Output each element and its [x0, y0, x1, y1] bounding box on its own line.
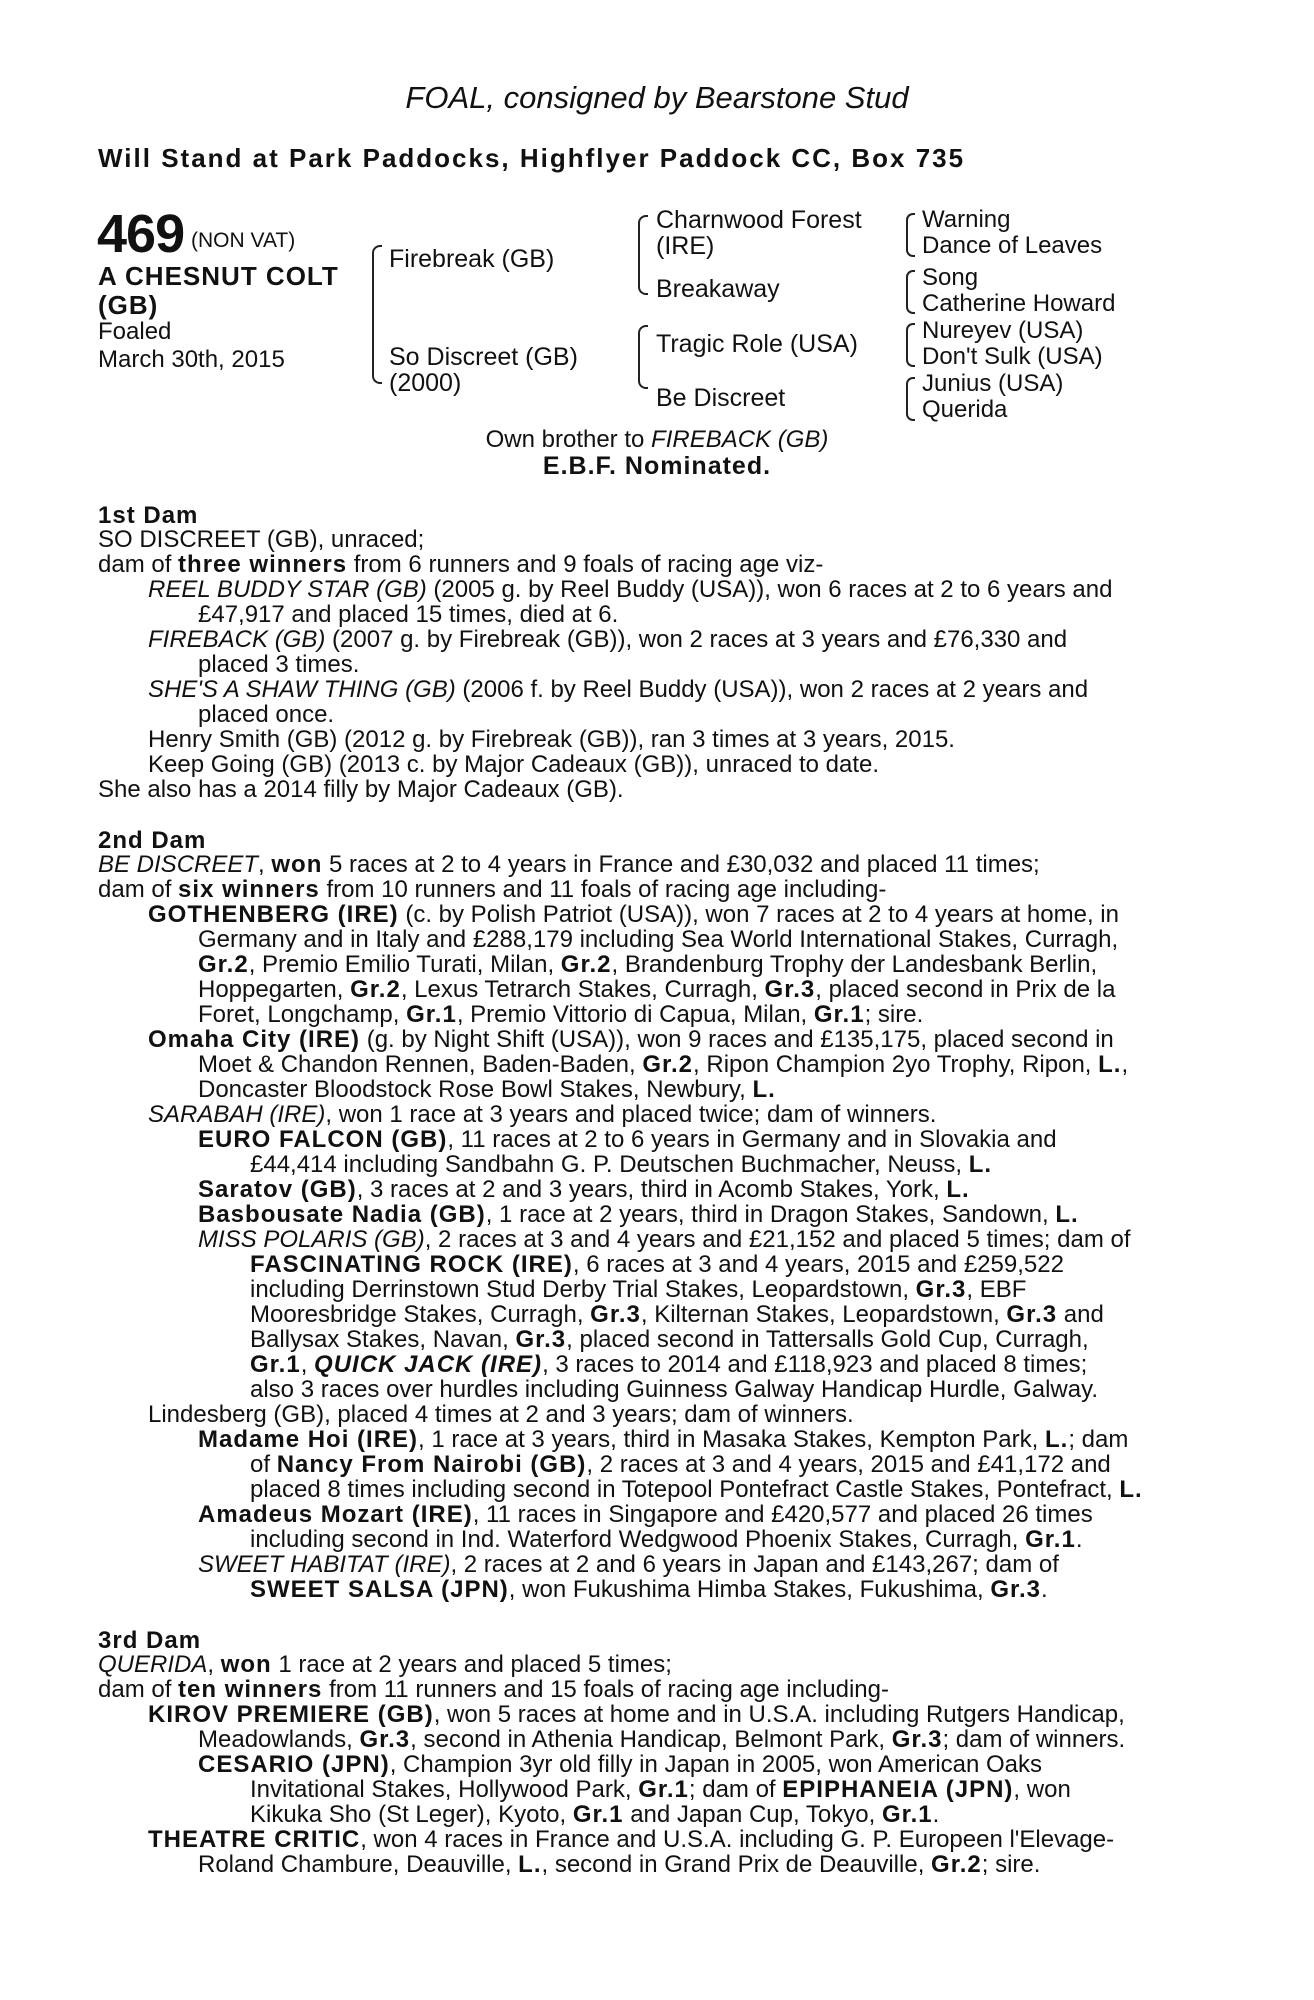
second-dam-entry: SARABAH (IRE), won 1 race at 3 years and placed twice; dam of winners.	[148, 1101, 937, 1128]
second-dam-entry: Saratov (GB), 3 races at 2 and 3 years, third in Acomb Stakes, York, L.	[198, 1176, 970, 1203]
second-dam-entry: EURO FALCON (GB), 11 races at 2 to 6 years in Germany and in Slovakia and	[198, 1126, 1057, 1153]
ebf-nominated: E.B.F. Nominated.	[542, 452, 772, 480]
pedigree-brace-sire-line	[638, 215, 648, 295]
own-brother-name: FIREBACK (GB)	[651, 426, 829, 453]
third-dam-entry: Meadowlands, Gr.3, second in Athenia Handicap, Belmont Park, Gr.3; dam of winners.	[198, 1726, 1126, 1753]
third-dam-entry: Invitational Stakes, Hollywood Park, Gr.1; dam of EPIPHANEIA (JPN), won	[250, 1776, 1071, 1803]
pedigree-brace-g2	[906, 270, 915, 314]
first-dam-heading: 1st Dam	[98, 502, 199, 529]
second-dam-entry: Doncaster Bloodstock Rose Bowl Stakes, Newbury, L.	[198, 1076, 776, 1103]
pedigree-g6: Don't Sulk (USA)	[922, 343, 1103, 370]
pedigree-sire-sire-country: (IRE)	[656, 232, 715, 260]
pedigree-g1: Warning	[922, 206, 1011, 233]
lot-description: A CHESNUT COLT (GB)	[98, 261, 339, 320]
own-brother-prefix: Own brother to	[485, 426, 652, 453]
foaled-label: Foaled	[98, 318, 172, 345]
second-dam-entry: also 3 races over hurdles including Guinness Galway Handicap Hurdle, Galway.	[250, 1376, 1098, 1403]
foaled-info	[98, 318, 378, 374]
pedigree-brace-dam-line	[638, 325, 648, 389]
third-dam-heading: 3rd Dam	[98, 1627, 202, 1654]
pedigree-brace-sire	[372, 245, 382, 384]
stand-location: Will Stand at Park Paddocks, Highflyer Paddock CC, Box 735	[98, 143, 966, 173]
pedigree-dam-sire: Tragic Role (USA)	[656, 330, 858, 358]
second-dam-line: dam of six winners from 10 runners and 11 foals of racing age including-	[98, 876, 887, 903]
first-dam-runner: Keep Going (GB) (2013 c. by Major Cadeaux (GB)), unraced to date.	[148, 751, 880, 778]
third-dam-line: dam of ten winners from 11 runners and 15 foals of racing age including-	[98, 1676, 889, 1703]
pedigree-g2: Dance of Leaves	[922, 232, 1103, 259]
second-dam-entry: Ballysax Stakes, Navan, Gr.3, placed second in Tattersalls Gold Cup, Curragh,	[250, 1326, 1089, 1353]
vat-status: (NON VAT)	[191, 229, 296, 252]
second-dam-entry: £44,414 including Sandbahn G. P. Deutschen Buchmacher, Neuss, L.	[250, 1151, 993, 1178]
third-dam-entry: Kikuka Sho (St Leger), Kyoto, Gr.1 and Japan Cup, Tokyo, Gr.1.	[250, 1801, 940, 1828]
pedigree-brace-g1	[906, 213, 915, 257]
second-dam-entry: Basbousate Nadia (GB), 1 race at 2 years, third in Dragon Stakes, Sandown, L.	[198, 1201, 1079, 1228]
first-dam-line: dam of three winners from 6 runners and 9 foals of racing age viz-	[98, 551, 824, 578]
third-dam-line: QUERIDA, won 1 race at 2 years and placed 5 times;	[98, 1651, 672, 1678]
second-dam-entry: Germany and in Italy and £288,179 including Sea World International Stakes, Curragh,	[198, 926, 1119, 953]
third-dam-entry: THEATRE CRITIC, won 4 races in France and U.S.A. including G. P. Europeen l'Elevage-	[148, 1826, 1115, 1853]
second-dam-entry: Amadeus Mozart (IRE), 11 races in Singapore and £420,577 and placed 26 times	[198, 1501, 1093, 1528]
second-dam-entry: placed 8 times including second in Totepool Pontefract Castle Stakes, Pontefract, L.	[250, 1476, 1143, 1503]
pedigree-sire-dam: Breakaway	[656, 275, 780, 303]
first-dam-runner: SHE'S A SHAW THING (GB) (2006 f. by Reel Buddy (USA)), won 2 races at 2 years and	[148, 676, 1089, 703]
foaled-date: March 30th, 2015	[98, 346, 285, 373]
pedigree-g5: Nureyev (USA)	[922, 317, 1084, 344]
pedigree-g4: Catherine Howard	[922, 290, 1116, 317]
pedigree-sire-sire: Charnwood Forest	[656, 206, 862, 234]
second-dam-entry: of Nancy From Nairobi (GB), 2 races at 3 and 4 years, 2015 and £41,172 and	[250, 1451, 1111, 1478]
second-dam-entry: FASCINATING ROCK (IRE), 6 races at 3 and 4 years, 2015 and £259,522	[250, 1251, 1064, 1278]
second-dam-line: BE DISCREET, won 5 races at 2 to 4 years in France and £30,032 and placed 11 times;	[98, 851, 1040, 878]
second-dam-entry: Gr.2, Premio Emilio Turati, Milan, Gr.2, Brandenburg Trophy der Landesbank Berlin,	[198, 951, 1098, 978]
pedigree-sire: Firebreak (GB)	[389, 245, 555, 273]
third-dam-entry: Roland Chambure, Deauville, L., second in Grand Prix de Deauville, Gr.2; sire.	[198, 1851, 1041, 1878]
pedigree-g8: Querida	[922, 396, 1008, 423]
pedigree-dam-dam: Be Discreet	[656, 384, 786, 412]
second-dam-entry: Hoppegarten, Gr.2, Lexus Tetrarch Stakes, Curragh, Gr.3, placed second in Prix de la	[198, 976, 1116, 1003]
first-dam-runner: REEL BUDDY STAR (GB) (2005 g. by Reel Buddy (USA)), won 6 races at 2 to 6 years and	[148, 576, 1113, 603]
pedigree-brace-g4	[906, 377, 915, 421]
second-dam-entry: Madame Hoi (IRE), 1 race at 3 years, third in Masaka Stakes, Kempton Park, L.; dam	[198, 1426, 1129, 1453]
second-dam-entry: Omaha City (IRE) (g. by Night Shift (USA)), won 9 races and £135,175, placed second in	[148, 1026, 1114, 1053]
first-dam-runner: FIREBACK (GB) (2007 g. by Firebreak (GB)), won 2 races at 3 years and £76,330 and	[148, 626, 1068, 653]
page-title: FOAL, consigned by Bearstone Stud	[405, 80, 909, 115]
second-dam-entry: Foret, Longchamp, Gr.1, Premio Vittorio di Capua, Milan, Gr.1; sire.	[198, 1001, 924, 1028]
first-dam-runner: Henry Smith (GB) (2012 g. by Firebreak (GB)), ran 3 times at 3 years, 2015.	[148, 726, 955, 753]
pedigree-dam-year: (2000)	[389, 369, 462, 397]
first-dam-runner: placed once.	[198, 701, 335, 728]
second-dam-entry: MISS POLARIS (GB), 2 races at 3 and 4 years and £21,152 and placed 5 times; dam of	[198, 1226, 1131, 1253]
second-dam-entry: Gr.1, QUICK JACK (IRE), 3 races to 2014 and £118,923 and placed 8 times;	[250, 1351, 1088, 1378]
pedigree-g7: Junius (USA)	[922, 370, 1064, 397]
second-dam-entry: Moet & Chandon Rennen, Baden-Baden, Gr.2, Ripon Champion 2yo Trophy, Ripon, L.,	[198, 1051, 1129, 1078]
first-dam-runner: £47,917 and placed 15 times, died at 6.	[198, 601, 619, 628]
lot-number: 469	[97, 204, 185, 264]
second-dam-entry: SWEET SALSA (JPN), won Fukushima Himba Stakes, Fukushima, Gr.3.	[250, 1576, 1048, 1603]
own-brother-note	[0, 426, 1314, 454]
pedigree-brace-g3	[906, 323, 915, 367]
third-dam-entry: CESARIO (JPN), Champion 3yr old filly in Japan in 2005, won American Oaks	[198, 1751, 1043, 1778]
second-dam-entry: including second in Ind. Waterford Wedgwood Phoenix Stakes, Curragh, Gr.1.	[250, 1526, 1083, 1553]
second-dam-heading: 2nd Dam	[98, 827, 207, 854]
third-dam-entry: KIROV PREMIERE (GB), won 5 races at home and in U.S.A. including Rutgers Handicap,	[148, 1701, 1125, 1728]
second-dam-entry: SWEET HABITAT (IRE), 2 races at 2 and 6 years in Japan and £143,267; dam of	[198, 1551, 1059, 1578]
first-dam-line: SO DISCREET (GB), unraced;	[98, 526, 425, 553]
second-dam-entry: Lindesberg (GB), placed 4 times at 2 and 3 years; dam of winners.	[148, 1401, 854, 1428]
pedigree-g3: Song	[922, 264, 979, 291]
second-dam-entry: GOTHENBERG (IRE) (c. by Polish Patriot (USA)), won 7 races at 2 to 4 years at home, in	[148, 901, 1119, 928]
first-dam-note: She also has a 2014 filly by Major Cadeaux (GB).	[98, 776, 624, 803]
pedigree-dam: So Discreet (GB)	[389, 343, 578, 371]
second-dam-entry: Mooresbridge Stakes, Curragh, Gr.3, Kilternan Stakes, Leopardstown, Gr.3 and	[250, 1301, 1104, 1328]
second-dam-entry: including Derrinstown Stud Derby Trial Stakes, Leopardstown, Gr.3, EBF	[250, 1276, 1027, 1303]
first-dam-runner: placed 3 times.	[198, 651, 360, 678]
